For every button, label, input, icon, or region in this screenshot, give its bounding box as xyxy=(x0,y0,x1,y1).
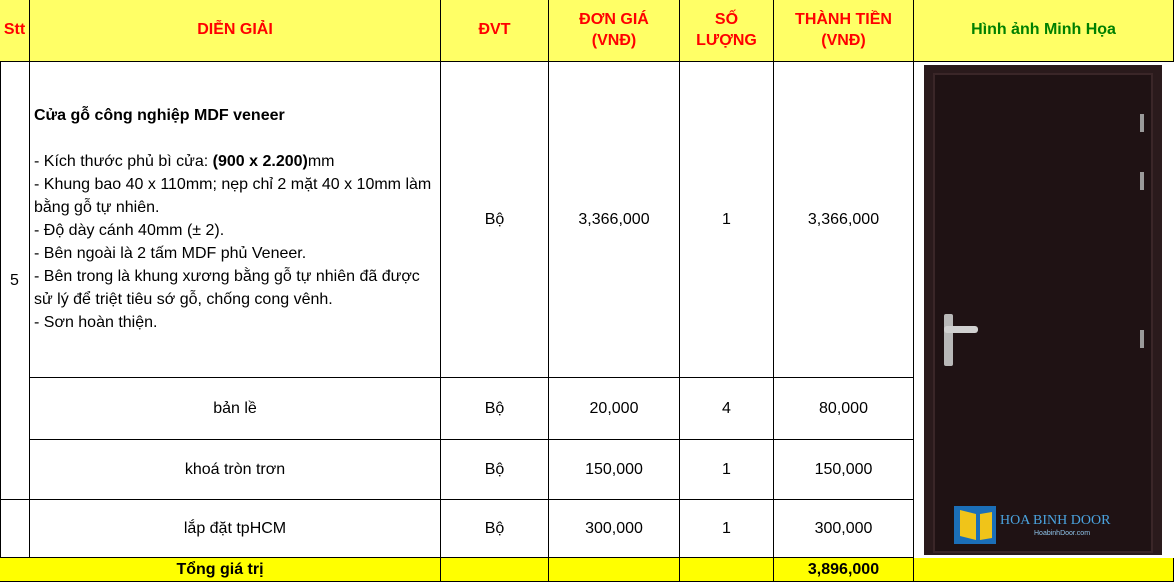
item-line: - Bên trong là khung xương bằng gỗ tự nhiên đã được sử lý để triệt tiêu sớ gỗ, chống cong vênh. xyxy=(34,268,420,308)
item-description xyxy=(30,62,441,378)
item-line: - Sơn hoàn thiện. xyxy=(34,314,158,331)
row-unit-price: 20,000 xyxy=(549,378,680,440)
item-unit: Bộ xyxy=(441,62,549,378)
item-unit-price: 3,366,000 xyxy=(549,62,680,378)
row-unit: Bộ xyxy=(441,378,549,440)
door-panel xyxy=(934,74,1152,552)
total-unit-empty xyxy=(441,558,549,582)
door-image xyxy=(914,62,1174,558)
header-unit-price-text: ĐƠN GIÁ (VNĐ) xyxy=(579,10,649,49)
row-description: lắp đặt tpHCM xyxy=(30,500,441,558)
header-quantity xyxy=(680,0,774,62)
item-description-body xyxy=(34,104,436,334)
row-unit-price: 150,000 xyxy=(549,440,680,500)
row-unit: Bộ xyxy=(441,500,549,558)
header-unit: ĐVT xyxy=(441,0,549,62)
row-quantity: 4 xyxy=(680,378,774,440)
header-description: DIỄN GIẢI xyxy=(30,0,441,62)
item-line: - Kích thước phủ bì cửa: (900 x 2.200)mm xyxy=(34,153,335,170)
door-image-cell xyxy=(914,62,1174,559)
row-description: khoá tròn trơn xyxy=(30,440,441,500)
header-stt: Stt xyxy=(0,0,30,62)
total-qty-empty xyxy=(680,558,774,582)
item-title: Cửa gỗ công nghiệp MDF veneer xyxy=(34,107,285,124)
item-line: - Độ dày cánh 40mm (± 2). xyxy=(34,222,225,239)
logo-site-text: HoabinhDoor.com xyxy=(1034,530,1091,537)
total-label: Tổng giá trị xyxy=(0,558,441,582)
item-line: - Bên ngoài là 2 tấm MDF phủ Veneer. xyxy=(34,245,307,262)
item-line: - Khung bao 40 x 110mm; nẹp chỉ 2 mặt 40 x 10mm làm bằng gỗ tự nhiên. xyxy=(34,176,432,216)
row-quantity: 1 xyxy=(680,440,774,500)
logo-brand-text: HOA BINH DOOR xyxy=(1000,513,1111,528)
header-unit-price xyxy=(549,0,680,62)
row-amount: 300,000 xyxy=(774,500,914,558)
header-quantity-text: SỐ LƯỢNG xyxy=(696,10,757,49)
row-unit-price: 300,000 xyxy=(549,500,680,558)
header-amount xyxy=(774,0,914,62)
row-amount: 150,000 xyxy=(774,440,914,500)
row-description: bản lề xyxy=(30,378,441,440)
item-quantity: 1 xyxy=(680,62,774,378)
header-amount-text: THÀNH TIỀN (VNĐ) xyxy=(795,10,892,49)
item-stt-empty xyxy=(0,500,30,558)
item-stt: 5 xyxy=(0,62,30,500)
total-amount: 3,896,000 xyxy=(774,558,914,582)
total-image-empty xyxy=(914,558,1174,582)
header-image: Hình ảnh Minh Họa xyxy=(914,0,1174,62)
row-amount: 80,000 xyxy=(774,378,914,440)
row-unit: Bộ xyxy=(441,440,549,500)
total-price-empty xyxy=(549,558,680,582)
row-quantity: 1 xyxy=(680,500,774,558)
item-amount: 3,366,000 xyxy=(774,62,914,378)
